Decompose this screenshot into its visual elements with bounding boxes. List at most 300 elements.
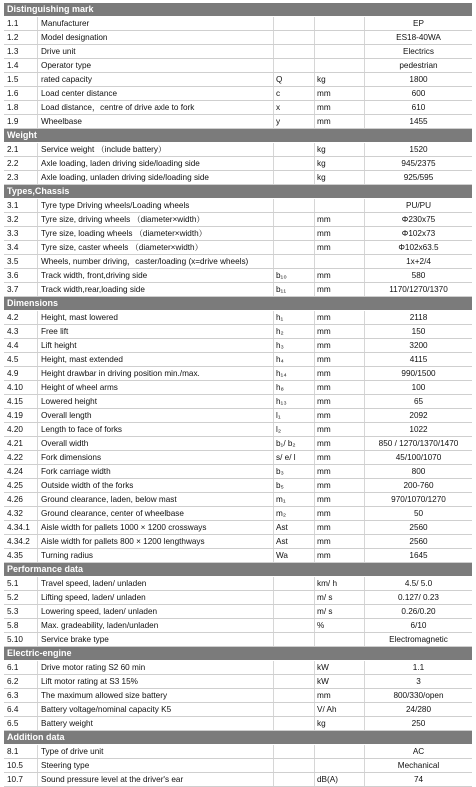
item-description: Battery weight xyxy=(38,717,274,730)
spec-row xyxy=(4,31,472,45)
item-value: 2092 xyxy=(409,411,428,420)
item-unit: kg xyxy=(315,717,365,730)
item-description: Drive unit xyxy=(38,45,274,58)
item-value: 0.127/ 0.23 xyxy=(398,593,439,602)
item-number: 3.7 xyxy=(4,283,38,296)
item-unit: mm xyxy=(315,521,365,534)
item-value: 990/1500 xyxy=(401,369,436,378)
section-header: Distinguishing mark xyxy=(4,3,472,17)
spec-row xyxy=(4,605,472,619)
item-value: 1645 xyxy=(409,551,428,560)
item-symbol xyxy=(274,675,315,688)
item-number: 5.10 xyxy=(4,633,38,646)
item-symbol xyxy=(274,255,315,268)
item-symbol: b₁/ b₂ xyxy=(274,437,315,450)
item-number: 6.3 xyxy=(4,689,38,702)
item-number: 2.2 xyxy=(4,157,38,170)
spec-row xyxy=(4,423,472,437)
spec-row xyxy=(4,199,472,213)
item-unit: mm xyxy=(315,535,365,548)
section-header: Weight xyxy=(4,129,472,143)
item-description: Height, mast extended xyxy=(38,353,274,366)
item-symbol: Q xyxy=(274,73,315,86)
item-description: Model designation xyxy=(38,31,274,44)
item-number: 4.25 xyxy=(4,479,38,492)
item-value: 610 xyxy=(411,103,426,112)
item-value: 2560 xyxy=(409,537,428,546)
item-value: 2560 xyxy=(409,523,428,532)
item-value: 970/1070/1270 xyxy=(391,495,446,504)
item-value: 1022 xyxy=(409,425,428,434)
item-unit: mm xyxy=(315,325,365,338)
item-value: 50 xyxy=(413,509,424,518)
item-unit xyxy=(315,633,365,646)
item-description: Lifting speed, laden/ unladen xyxy=(38,591,274,604)
item-symbol: l₁ xyxy=(274,409,315,422)
item-number: 2.1 xyxy=(4,143,38,156)
item-number: 1.1 xyxy=(4,17,38,30)
item-unit: dB(A) xyxy=(315,773,365,786)
item-unit: mm xyxy=(315,269,365,282)
item-number: 1.4 xyxy=(4,59,38,72)
item-number: 6.1 xyxy=(4,661,38,674)
item-unit xyxy=(315,199,365,212)
item-value: 1800 xyxy=(409,75,428,84)
item-description: Height, mast lowered xyxy=(38,311,274,324)
item-symbol xyxy=(274,17,315,30)
spec-row xyxy=(4,633,472,647)
item-value: 24/280 xyxy=(405,705,432,714)
item-value: PU/PU xyxy=(405,201,432,210)
item-unit xyxy=(315,59,365,72)
spec-row xyxy=(4,521,472,535)
item-value: pedestrian xyxy=(399,61,438,70)
item-symbol xyxy=(274,773,315,786)
item-description: Operator type xyxy=(38,59,274,72)
item-description: Track width,rear,loading side xyxy=(38,283,274,296)
spec-row xyxy=(4,143,472,157)
item-value: Electromagnetic xyxy=(389,635,448,644)
item-symbol xyxy=(274,171,315,184)
item-value: 200-760 xyxy=(403,481,434,490)
item-unit: mm xyxy=(315,311,365,324)
item-number: 4.15 xyxy=(4,395,38,408)
item-symbol xyxy=(274,661,315,674)
item-description: Wheels, number driving，caster/loading (x=drive wheels) xyxy=(38,255,274,268)
item-number: 3.1 xyxy=(4,199,38,212)
item-symbol xyxy=(274,633,315,646)
item-number: 3.5 xyxy=(4,255,38,268)
item-number: 4.9 xyxy=(4,367,38,380)
item-description: Aisle width for pallets 1000 × 1200 crossways xyxy=(38,521,274,534)
item-description: Turning radius xyxy=(38,549,274,562)
item-description: Outside width of the forks xyxy=(38,479,274,492)
item-number: 5.3 xyxy=(4,605,38,618)
item-symbol: h₁ xyxy=(274,311,315,324)
spec-row xyxy=(4,339,472,353)
item-symbol xyxy=(274,703,315,716)
spec-row xyxy=(4,437,472,451)
item-unit: mm xyxy=(315,689,365,702)
item-symbol: h₄ xyxy=(274,353,315,366)
spec-row xyxy=(4,395,472,409)
item-description: Load distance，centre of drive axle to fork xyxy=(38,101,274,114)
item-unit: kg xyxy=(315,171,365,184)
item-number: 5.1 xyxy=(4,577,38,590)
spec-row xyxy=(4,703,472,717)
item-description: Manufacturer xyxy=(38,17,274,30)
item-symbol xyxy=(274,241,315,254)
item-unit: mm xyxy=(315,437,365,450)
item-description: Type of drive unit xyxy=(38,745,274,758)
item-unit: % xyxy=(315,619,365,632)
item-symbol xyxy=(274,45,315,58)
item-value: 1.1 xyxy=(412,663,425,672)
item-value: Mechanical xyxy=(397,761,440,770)
section-header: Dimensions xyxy=(4,297,472,311)
item-value: Φ230x75 xyxy=(401,215,436,224)
item-number: 4.26 xyxy=(4,493,38,506)
section-header: Types,Chassis xyxy=(4,185,472,199)
item-unit: mm xyxy=(315,409,365,422)
item-description: Sound pressure level at the driver's ear xyxy=(38,773,274,786)
item-unit: mm xyxy=(315,423,365,436)
item-value: 45/100/1070 xyxy=(395,453,442,462)
item-value: ES18-40WA xyxy=(396,33,441,42)
item-symbol xyxy=(274,759,315,772)
item-symbol xyxy=(274,157,315,170)
spec-row xyxy=(4,157,472,171)
item-symbol: s/ e/ l xyxy=(274,451,315,464)
item-number: 3.6 xyxy=(4,269,38,282)
item-number: 8.1 xyxy=(4,745,38,758)
section-header: Electric-engine xyxy=(4,647,472,661)
item-description: Wheelbase xyxy=(38,115,274,128)
spec-sheet xyxy=(4,3,472,787)
item-symbol: y xyxy=(274,115,315,128)
item-number: 4.21 xyxy=(4,437,38,450)
spec-row xyxy=(4,619,472,633)
item-number: 4.35 xyxy=(4,549,38,562)
item-symbol: b₁₀ xyxy=(274,269,315,282)
item-unit: mm xyxy=(315,395,365,408)
spec-row xyxy=(4,549,472,563)
item-description: Lift height xyxy=(38,339,274,352)
item-symbol: Wa xyxy=(274,549,315,562)
item-symbol: h₂ xyxy=(274,325,315,338)
item-value: 1520 xyxy=(409,145,428,154)
item-value: 1455 xyxy=(409,117,428,126)
item-description: Ground clearance, laden, below mast xyxy=(38,493,274,506)
spec-row xyxy=(4,227,472,241)
item-value: 4.5/ 5.0 xyxy=(404,579,433,588)
item-unit: mm xyxy=(315,465,365,478)
item-description: Height drawbar in driving position min./max. xyxy=(38,367,274,380)
spec-row xyxy=(4,535,472,549)
item-symbol: l₂ xyxy=(274,423,315,436)
item-description: Battery voltage/nominal capacity K5 xyxy=(38,703,274,716)
item-number: 4.34.1 xyxy=(4,521,38,534)
item-unit: mm xyxy=(315,479,365,492)
item-value: 0.26/0.20 xyxy=(401,607,436,616)
item-value: EP xyxy=(413,19,424,28)
spec-row xyxy=(4,773,472,787)
item-symbol xyxy=(274,199,315,212)
item-symbol xyxy=(274,619,315,632)
section-header: Addition data xyxy=(4,731,472,745)
item-number: 4.34.2 xyxy=(4,535,38,548)
item-description: Max. gradeability, laden/unladen xyxy=(38,619,274,632)
item-value: 6/10 xyxy=(410,621,427,630)
item-unit: mm xyxy=(315,493,365,506)
item-symbol xyxy=(274,689,315,702)
item-number: 3.4 xyxy=(4,241,38,254)
item-unit xyxy=(315,255,365,268)
item-description: The maximum allowed size battery xyxy=(38,689,274,702)
item-unit: mm xyxy=(315,101,365,114)
item-value: 4115 xyxy=(409,355,428,364)
spec-row xyxy=(4,381,472,395)
spec-row xyxy=(4,661,472,675)
item-symbol xyxy=(274,577,315,590)
item-unit: mm xyxy=(315,213,365,226)
item-number: 6.2 xyxy=(4,675,38,688)
spec-row xyxy=(4,745,472,759)
item-value: 3 xyxy=(416,677,421,686)
spec-row xyxy=(4,115,472,129)
item-number: 6.5 xyxy=(4,717,38,730)
item-symbol xyxy=(274,745,315,758)
item-number: 1.2 xyxy=(4,31,38,44)
item-unit: kW xyxy=(315,661,365,674)
item-description: Length to face of forks xyxy=(38,423,274,436)
item-symbol xyxy=(274,213,315,226)
item-number: 4.4 xyxy=(4,339,38,352)
item-unit: mm xyxy=(315,381,365,394)
item-value: 800 xyxy=(411,467,426,476)
item-unit: mm xyxy=(315,87,365,100)
spec-row xyxy=(4,101,472,115)
item-number: 4.24 xyxy=(4,465,38,478)
item-number: 4.3 xyxy=(4,325,38,338)
spec-row xyxy=(4,325,472,339)
item-description: Service weight （include battery） xyxy=(38,143,274,156)
item-description: Axle loading, unladen driving side/loading side xyxy=(38,171,274,184)
item-value: 1x+2/4 xyxy=(406,257,431,266)
item-unit xyxy=(315,31,365,44)
item-unit: mm xyxy=(315,115,365,128)
item-description: rated capacity xyxy=(38,73,274,86)
spec-row xyxy=(4,507,472,521)
item-description: Lowered height xyxy=(38,395,274,408)
item-number: 4.10 xyxy=(4,381,38,394)
item-number: 5.8 xyxy=(4,619,38,632)
item-symbol xyxy=(274,59,315,72)
spec-row xyxy=(4,675,472,689)
item-description: Load center distance xyxy=(38,87,274,100)
item-symbol xyxy=(274,143,315,156)
spec-row xyxy=(4,717,472,731)
spec-row xyxy=(4,465,472,479)
spec-row xyxy=(4,409,472,423)
item-description: Travel speed, laden/ unladen xyxy=(38,577,274,590)
item-symbol: b₁₁ xyxy=(274,283,315,296)
item-symbol xyxy=(274,591,315,604)
item-symbol: b₃ xyxy=(274,465,315,478)
item-value: 65 xyxy=(413,397,424,406)
spec-row xyxy=(4,493,472,507)
item-number: 4.19 xyxy=(4,409,38,422)
item-symbol: h₃ xyxy=(274,339,315,352)
spec-row xyxy=(4,17,472,31)
item-unit: mm xyxy=(315,227,365,240)
spec-row xyxy=(4,255,472,269)
item-description: Tyre size, driving wheels （diameter×width） xyxy=(38,213,274,226)
spec-row xyxy=(4,311,472,325)
item-number: 4.22 xyxy=(4,451,38,464)
item-description: Tyre type Driving wheels/Loading wheels xyxy=(38,199,274,212)
item-value: 600 xyxy=(411,89,426,98)
item-description: Height of wheel arms xyxy=(38,381,274,394)
item-value: Φ102x73 xyxy=(401,229,436,238)
item-symbol: x xyxy=(274,101,315,114)
spec-row xyxy=(4,451,472,465)
spec-row xyxy=(4,367,472,381)
item-unit: mm xyxy=(315,507,365,520)
item-unit: mm xyxy=(315,451,365,464)
item-description: Overall length xyxy=(38,409,274,422)
spec-row xyxy=(4,45,472,59)
item-symbol: m₁ xyxy=(274,493,315,506)
item-description: Ground clearance, center of wheelbase xyxy=(38,507,274,520)
item-value: 74 xyxy=(413,775,424,784)
item-description: Steering type xyxy=(38,759,274,772)
item-value: 580 xyxy=(411,271,426,280)
item-description: Service brake type xyxy=(38,633,274,646)
item-value: Electrics xyxy=(403,47,434,56)
item-number: 2.3 xyxy=(4,171,38,184)
item-value: 925/595 xyxy=(403,173,434,182)
section-header: Performance data xyxy=(4,563,472,577)
spec-row xyxy=(4,269,472,283)
item-number: 3.2 xyxy=(4,213,38,226)
spec-row xyxy=(4,59,472,73)
spec-row xyxy=(4,577,472,591)
spec-row xyxy=(4,213,472,227)
item-description: Aisle width for pallets 800 × 1200 lengthways xyxy=(38,535,274,548)
item-description: Tyre size, loading wheels （diameter×width） xyxy=(38,227,274,240)
item-symbol xyxy=(274,605,315,618)
item-value: 250 xyxy=(411,719,426,728)
spec-row xyxy=(4,759,472,773)
spec-row xyxy=(4,689,472,703)
item-value: 945/2375 xyxy=(401,159,436,168)
item-description: Fork carriage width xyxy=(38,465,274,478)
spec-row xyxy=(4,353,472,367)
item-value: 100 xyxy=(411,383,426,392)
item-number: 1.6 xyxy=(4,87,38,100)
item-number: 1.9 xyxy=(4,115,38,128)
item-number: 3.3 xyxy=(4,227,38,240)
item-symbol xyxy=(274,227,315,240)
spec-row xyxy=(4,479,472,493)
item-unit: kW xyxy=(315,675,365,688)
item-unit: mm xyxy=(315,283,365,296)
spec-row xyxy=(4,283,472,297)
item-number: 4.32 xyxy=(4,507,38,520)
item-value: Φ102x63.5 xyxy=(398,243,439,252)
item-description: Axle loading, laden driving side/loading side xyxy=(38,157,274,170)
item-description: Free lift xyxy=(38,325,274,338)
spec-row xyxy=(4,171,472,185)
item-unit: kg xyxy=(315,157,365,170)
item-unit: V/ Ah xyxy=(315,703,365,716)
item-description: Fork dimensions xyxy=(38,451,274,464)
item-unit xyxy=(315,745,365,758)
item-description: Lift motor rating at S3 15% xyxy=(38,675,274,688)
item-number: 6.4 xyxy=(4,703,38,716)
spec-row xyxy=(4,241,472,255)
item-description: Track width, front,driving side xyxy=(38,269,274,282)
item-symbol: b₅ xyxy=(274,479,315,492)
spec-row xyxy=(4,591,472,605)
item-description: Overall width xyxy=(38,437,274,450)
item-unit: km/ h xyxy=(315,577,365,590)
item-number: 4.5 xyxy=(4,353,38,366)
item-unit xyxy=(315,17,365,30)
item-number: 1.8 xyxy=(4,101,38,114)
item-symbol: c xyxy=(274,87,315,100)
item-value: AC xyxy=(412,747,425,756)
item-unit: mm xyxy=(315,241,365,254)
item-number: 4.20 xyxy=(4,423,38,436)
item-number: 10.7 xyxy=(4,773,38,786)
item-unit xyxy=(315,759,365,772)
item-value: 850 / 1270/1370/1470 xyxy=(378,439,459,448)
item-number: 1.5 xyxy=(4,73,38,86)
item-unit: mm xyxy=(315,367,365,380)
item-symbol xyxy=(274,717,315,730)
item-unit: mm xyxy=(315,549,365,562)
item-value: 800/330/open xyxy=(393,691,444,700)
spec-row xyxy=(4,87,472,101)
item-description: Tyre size, caster wheels （diameter×width） xyxy=(38,241,274,254)
item-value: 2118 xyxy=(409,313,428,322)
item-symbol xyxy=(274,31,315,44)
item-value: 1170/1270/1370 xyxy=(389,285,448,294)
item-unit xyxy=(315,45,365,58)
item-symbol: h₁₃ xyxy=(274,395,315,408)
spec-row xyxy=(4,73,472,87)
item-number: 1.3 xyxy=(4,45,38,58)
item-unit: m/ s xyxy=(315,605,365,618)
item-value: 3200 xyxy=(409,341,428,350)
item-symbol: h₈ xyxy=(274,381,315,394)
item-value: 150 xyxy=(411,327,426,336)
item-unit: kg xyxy=(315,143,365,156)
item-number: 10.5 xyxy=(4,759,38,772)
item-symbol: Ast xyxy=(274,521,315,534)
item-unit: mm xyxy=(315,353,365,366)
item-symbol: Ast xyxy=(274,535,315,548)
item-description: Lowering speed, laden/ unladen xyxy=(38,605,274,618)
item-unit: mm xyxy=(315,339,365,352)
item-symbol: m₂ xyxy=(274,507,315,520)
item-unit: m/ s xyxy=(315,591,365,604)
item-number: 5.2 xyxy=(4,591,38,604)
item-unit: kg xyxy=(315,73,365,86)
item-number: 4.2 xyxy=(4,311,38,324)
